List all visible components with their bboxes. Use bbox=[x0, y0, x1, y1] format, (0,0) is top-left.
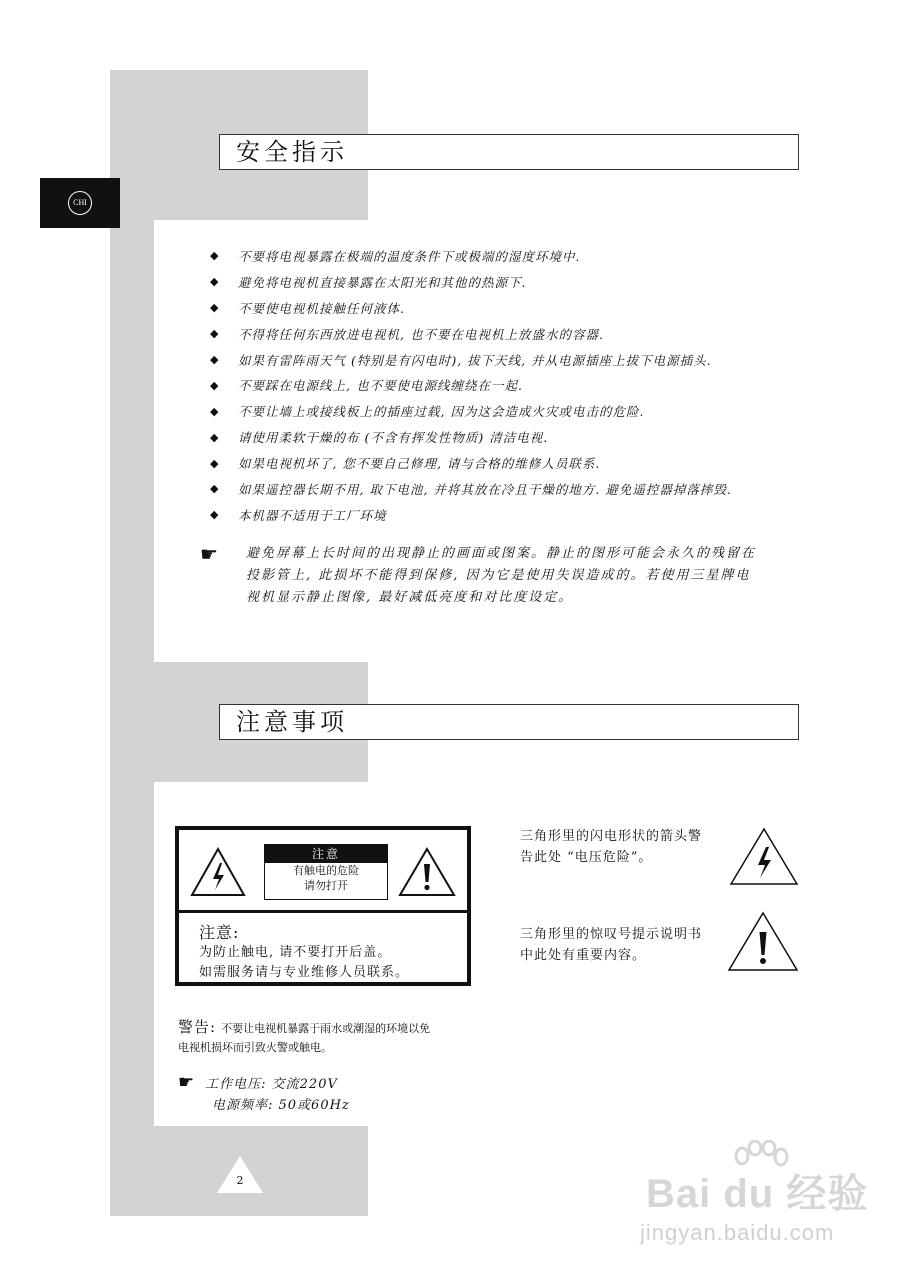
note-line: 投影管上, 此损坏不能得到保修, 因为它是使用失误造成的。若使用三星牌电 bbox=[246, 568, 751, 583]
language-tab-label: CHI bbox=[68, 191, 92, 215]
pointing-hand-icon: ☛ bbox=[178, 1072, 196, 1093]
sidebar-band-mid bbox=[110, 220, 154, 662]
sidebar-band-lower bbox=[110, 782, 154, 1126]
watermark-url: jingyan.baidu.com bbox=[640, 1220, 835, 1245]
caution-line: 如需服务请与专业维修人员联系。 bbox=[199, 965, 410, 980]
warning-label: 警告: bbox=[178, 1018, 217, 1036]
safety-bullet-list bbox=[210, 243, 732, 528]
watermark bbox=[640, 1140, 870, 1250]
diamond-icon: ◆ bbox=[210, 508, 220, 522]
diamond-icon: ◆ bbox=[210, 275, 220, 289]
list-item: ◆ 请使用柔软干燥的布 (不含有挥发性物质) 清洁电视. bbox=[210, 430, 549, 446]
exclamation-symbol-description: 三角形里的惊叹号提示说明书 中此处有重要内容。 bbox=[520, 927, 703, 963]
list-item: ◆ 避免将电视机直接暴露在太阳光和其他的热源下. bbox=[210, 274, 527, 290]
note-line: 避免屏幕上长时间的出现静止的画面或图案。静止的图形可能会永久的残留在 bbox=[246, 546, 757, 561]
language-tab bbox=[40, 178, 120, 228]
caution-heading: 注意: bbox=[199, 923, 240, 942]
list-item: ◆ 不要踩在电源线上, 也不要使电源线缠绕在一起. bbox=[210, 378, 523, 394]
exclamation-warning-icon bbox=[397, 846, 457, 898]
list-item: ◆ 不要使电视机接触任何液体. bbox=[210, 300, 405, 316]
section-title-precautions: 注意事项 bbox=[219, 704, 799, 740]
pointing-hand-icon: ☛ bbox=[200, 542, 218, 566]
list-item: ◆ 如果遥控器长期不用, 取下电池, 并将其放在冷且干燥的地方. 避免遥控器掉落摔毁. bbox=[210, 481, 732, 497]
page-number: 2 bbox=[236, 1174, 244, 1187]
list-item: ◆ 如果有雷阵雨天气 (特别是有闪电时), 拔下天线, 并从电源插座上拔下电源插头. bbox=[210, 352, 712, 368]
exclamation-triangle-icon bbox=[726, 910, 800, 974]
diamond-icon: ◆ bbox=[210, 482, 220, 496]
list-item: ◆ 不要让墙上或接线板上的插座过载, 因为这会造成火灾或电击的危险. bbox=[210, 404, 645, 420]
caution-divider bbox=[179, 910, 467, 913]
list-item: ◆ 如果电视机坏了, 您不要自己修理, 请与合格的维修人员联系. bbox=[210, 456, 601, 472]
lightning-symbol-description: 三角形里的闪电形状的箭头警 告此处 “电压危险”。 bbox=[520, 829, 703, 865]
watermark-brand: Bai du 经验 bbox=[646, 1172, 869, 1216]
list-item: ◆ 不得将任何东西放进电视机, 也不要在电视机上放盛水的容器. bbox=[210, 326, 604, 342]
lightning-triangle-icon bbox=[728, 826, 800, 888]
diamond-icon: ◆ bbox=[210, 456, 220, 470]
frequency-spec: 电源频率: 50或60Hz bbox=[212, 1098, 350, 1113]
diamond-icon: ◆ bbox=[210, 430, 220, 444]
list-item: ◆ 本机器不适用于工厂环境 bbox=[210, 507, 387, 523]
list-item: ◆ 不要将电视暴露在极端的温度条件下或极端的湿度环境中. bbox=[210, 248, 581, 264]
warning-text: 警告: 不要让电视机暴露于雨水或潮湿的环境以免 电视机损坏而引致火警或触电。 bbox=[178, 1018, 431, 1054]
diamond-icon: ◆ bbox=[210, 301, 220, 315]
caution-line: 为防止触电, 请不要打开后盖。 bbox=[199, 945, 392, 960]
diamond-icon: ◆ bbox=[210, 249, 220, 263]
caution-sticker: 注意 有触电的危险 请勿打开 bbox=[264, 844, 388, 900]
power-spec bbox=[178, 1072, 350, 1116]
voltage-spec: 工作电压: 交流220V bbox=[205, 1077, 338, 1092]
diamond-icon: ◆ bbox=[210, 404, 220, 418]
diamond-icon: ◆ bbox=[210, 327, 220, 341]
caution-label-box bbox=[175, 826, 471, 986]
diamond-icon: ◆ bbox=[210, 378, 220, 392]
section-title-safety: 安全指示 bbox=[219, 134, 799, 170]
note-line: 视机显示静止图像, 最好减低亮度和对比度设定。 bbox=[246, 590, 574, 605]
diamond-icon: ◆ bbox=[210, 353, 220, 366]
lightning-warning-icon bbox=[189, 846, 247, 898]
static-image-note bbox=[200, 543, 800, 609]
